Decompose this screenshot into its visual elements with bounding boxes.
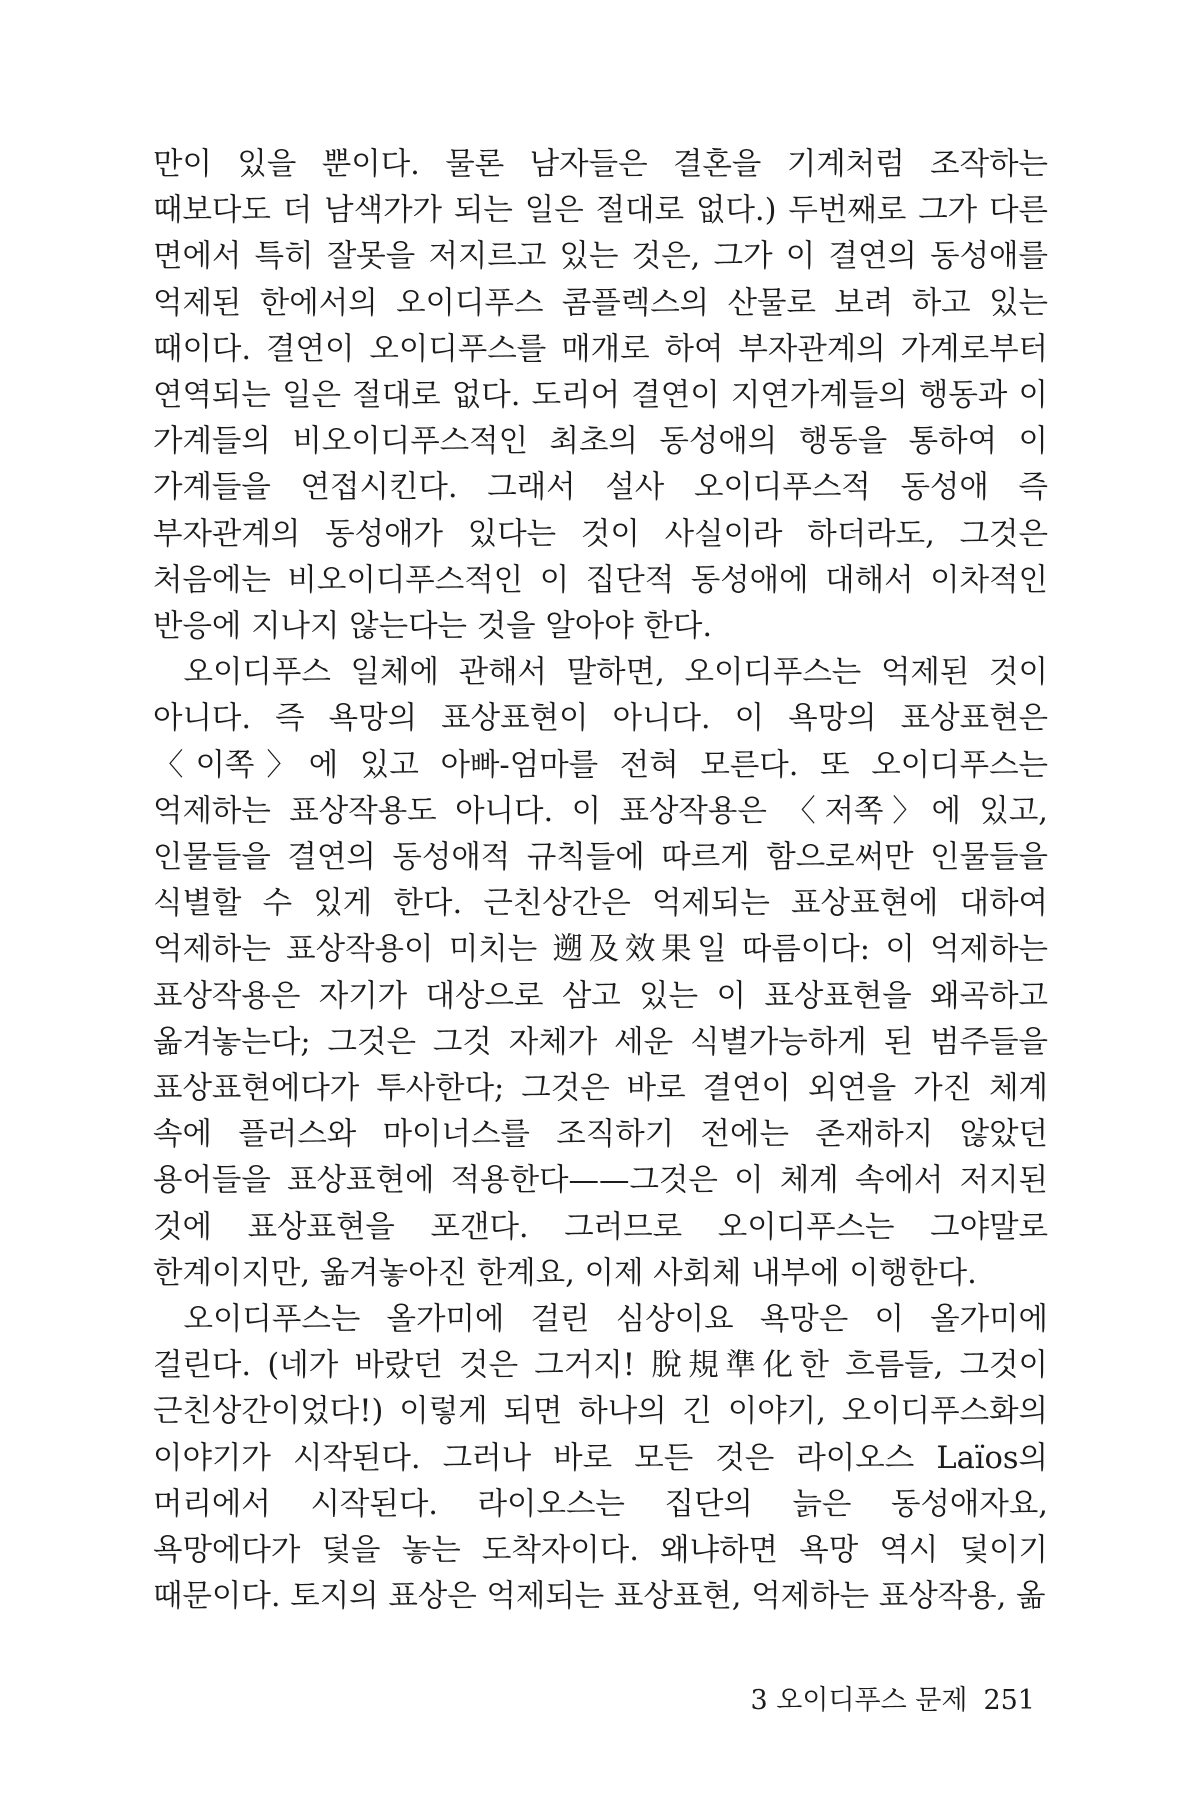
page-footer — [751, 1678, 1035, 1717]
paragraph-2: 오이디푸스 일체에 관해서 말하면, 오이디푸스는 억제된 것이 아니다. 즉 욕망의 표상표현이 아니다. 이 욕망의 표상표현은 〈이쪽〉에 있고 아빠-엄마를 전혀 모른다. 또 오이디푸스는 억제하는 표상작용도 아니다. 이 표상작용은 〈저쪽〉에 있고, 인물들을 결연의 동성애적 규칙들에 따르게 함으로써만 인물들을 식별할 수 있게 한다. 근친상간은 억제되는 표상표현에 대하여 억제하는 표상작용이 미치는 遡及效果일 따름이다: 이 억제하는 표상작용은 자기가 대상으로 삼고 있는 이 표상표현을 왜곡하고 옮겨놓는다; 그것은 그것 자체가 세운 식별가능하게 된 범주들을 표상표현에다가 투사한다; 그것은 바로 결연이 외연을 가진 체계 속에 플러스와 마이너스를 조직하기 전에는 존재하지 않았던 용어들을 표상표현에 적용한다——그것은 이 체계 속에서 저지된 것에 표상표현을 포갠다. 그러므로 오이디푸스는 그야말로 한계이지만, 옮겨놓아진 한계요, 이제 사회체 내부에 이행한다. — [153, 655, 1048, 1291]
paragraph-3: 오이디푸스는 올가미에 걸린 심상이요 욕망은 이 올가미에 걸린다. (네가 바랐던 것은 그거지! 脫規準化한 흐름들, 그것이 근친상간이었다!) 이렇게 되면 하나의 긴 이야기, 오이디푸스화의 이야기가 시작된다. 그러나 바로 모든 것은 라이오스 Laïos의 머리에서 시작된다. 라이오스는 집단의 늙은 동성애자요, 욕망에다가 덫을 놓는 도착자이다. 왜냐하면 욕망 역시 덫이기 때문이다. 토지의 표상은 억제되는 표상표현, 억제하는 표상작용, 옮 — [153, 1302, 1048, 1615]
paragraph-1: 만이 있을 뿐이다. 물론 남자들은 결혼을 기계처럼 조작하는 때보다도 더 남색가가 되는 일은 절대로 없다.) 두번째로 그가 다른 면에서 특히 잘못을 저지르고 있는 것은, 그가 이 결연의 동성애를 억제된 한에서의 오이디푸스 콤플렉스의 산물로 보려 하고 있는 때이다. 결연이 오이디푸스를 매개로 하여 부자관계의 가계로부터 연역되는 일은 절대로 없다. 도리어 결연이 지연가계들의 행동과 이 가계들의 비오이디푸스적인 최초의 동성애의 행동을 통하여 이 가계들을 연접시킨다. 그래서 설사 오이디푸스적 동성애 즉 부자관계의 동성애가 있다는 것이 사실이라 하더라도, 그것은 처음에는 비오이디푸스적인 이 집단적 동성애에 대해서 이차적인 반응에 지나지 않는다는 것을 알아야 한다. — [153, 147, 1048, 645]
page-number: 251 — [983, 1685, 1035, 1716]
body-text — [153, 142, 1048, 1621]
running-footer-chapter: 3 오이디푸스 문제 — [750, 1685, 968, 1716]
